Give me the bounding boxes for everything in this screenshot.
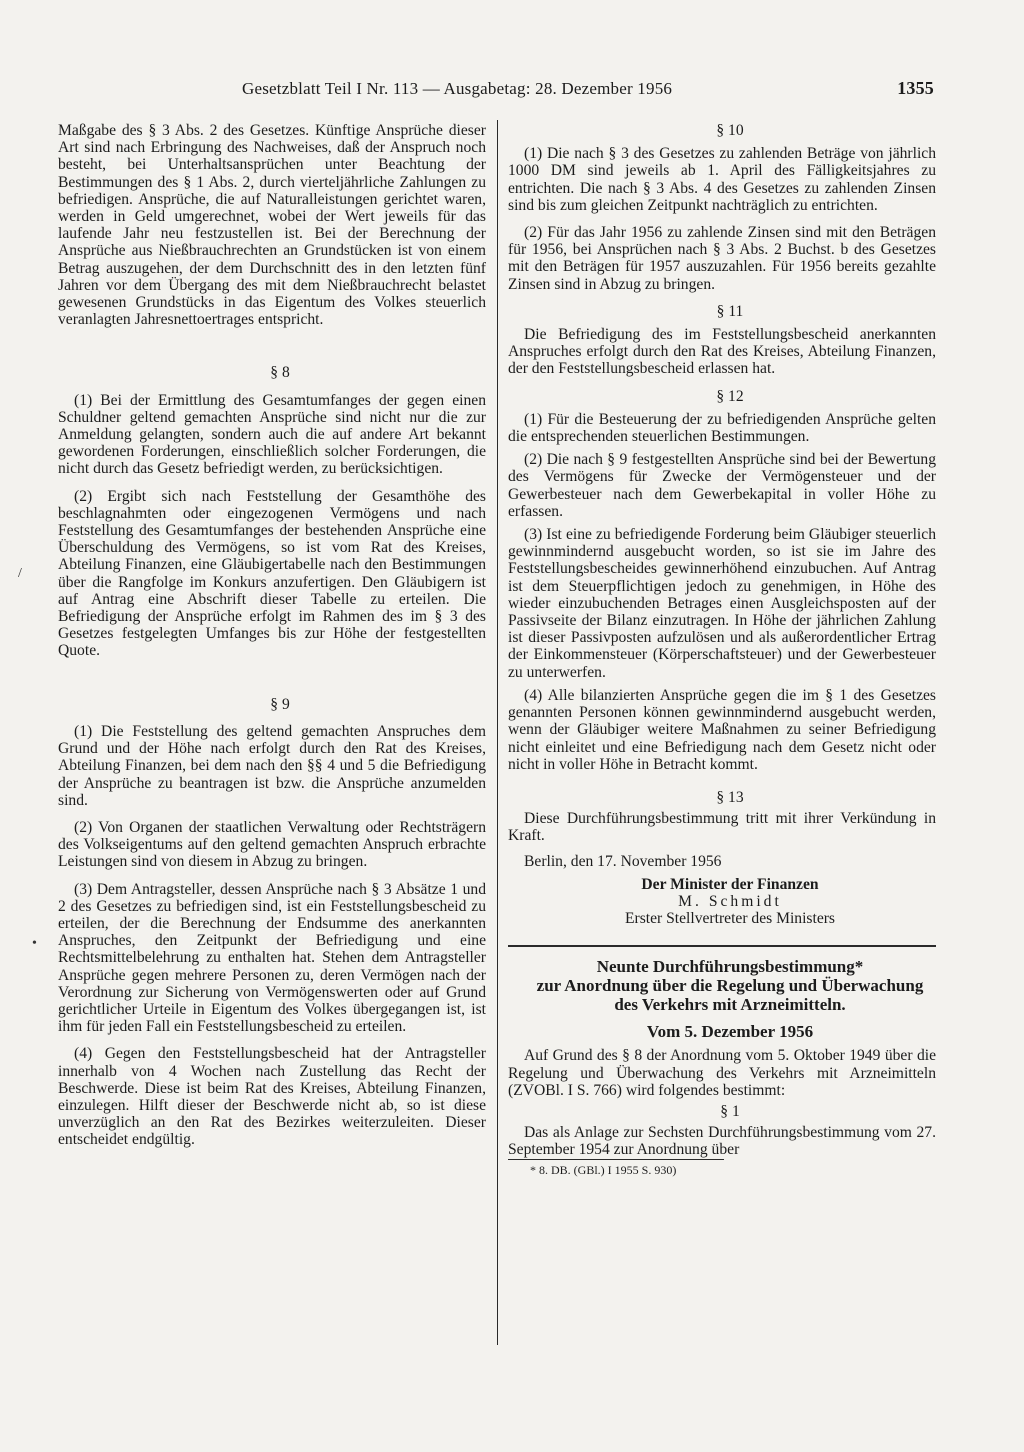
section-12-paragraph-2: (2) Die nach § 9 festgestellten Ansprüche sind bei der Bewertung des Vermögens für Zwecke der Vermögensteuer und der Gewerbesteuer nach dem Gewerbekapital in voller Höhe zu erfassen. [508,451,936,520]
signature-title: Der Minister der Finanzen [641,875,819,893]
paragraph-continuation: Maßgabe des § 3 Abs. 2 des Gesetzes. Künftige Ansprüche dieser Art sind nach Erbringung des Nachweises, daß der Anspruch noch besteht, bei Unterhaltsansprüchen unter Beachtung der Bestimmungen des § 1 Abs. 2, durch vierteljährliche Zahlungen zu befriedigen. Ansprüche, die auf Naturalleistungen gerichtet waren, werden in Geld umgerechnet, wobei der Wert jeweils für das laufende Jahr neu festzustellen ist. Bei der Berechnung der Ansprüche aus Nießbrauchrechten an Grundstücken ist von einem Betrag auszugehen, der dem Durchschnitt des in den letzten fünf Jahren vor dem Übergang des mit dem Nießbrauchrecht belastet gewesenen Grundstücks in das Eigentum des Volkes steuerlich veranlagten Jahresnettoertrages entspricht. [58,122,486,329]
horizontal-rule [508,945,936,947]
section-heading-12: § 12 [716,387,744,405]
section-9-paragraph-4: (4) Gegen den Feststellungsbescheid hat der Antragsteller innerhalb von 4 Wochen nach Zustellung das Recht der Beschwerde. Diese ist beim Rat des Kreises, Abteilung Finanzen, einzulegen. Hilft dieser der Beschwerde nicht ab, so ist diese unverzüglich an den Rat des Bezirkes weiterzuleiten. Dieser entscheidet endgültig. [58,1045,486,1149]
section-12-paragraph-1: (1) Für die Besteuerung der zu befriedigenden Ansprüche gelten die entsprechenden steuerlichen Bestimmungen. [508,410,936,446]
running-head: Gesetzblatt Teil I Nr. 113 — Ausgabetag: 28. Dezember 1956 [242,79,673,98]
section-heading-10: § 10 [716,122,744,139]
section-10-paragraph-1: (1) Die nach § 3 des Gesetzes zu zahlenden Beträge von jährlich 1000 DM sind jeweils ab 1. April des Fälligkeitsjahres zu entrichten. Die nach § 3 Abs. 4 des Gesetzes zu zahlenden Zinsen sind bis zum gleichen Zeitpunkt nachträglich zu entrichten. [508,145,936,214]
section-12-paragraph-4: (4) Alle bilanzierten Ansprüche gegen die im § 1 des Gesetzes genannten Personen können gewinnmindernd ausgebucht werden, wenn der Gläubiger weitere Maßnahmen zu seiner Befriedigung nicht einleitet und eine Befriedigung nach dem Gesetz nicht oder nicht in voller Höhe in Betracht kommt. [508,686,936,773]
section-1-paragraph-1: Das als Anlage zur Sechsten Durchführungsbestimmung vom 27. September 1954 zur Anordnung über [508,1124,936,1159]
headline-line-3: des Verkehrs mit Arzneimitteln. [614,995,846,1015]
headline-line-1: Neunte Durchführungsbestimmung* [596,957,864,977]
section-heading-1: § 1 [720,1102,740,1120]
place-date-line: Berlin, den 17. November 1956 [524,852,722,870]
intro-paragraph: Auf Grund des § 8 der Anordnung vom 5. Oktober 1949 über die Regelung und Überwachung des Verkehrs mit Arzneimitteln (ZVOBl. I S. 766) wird folgendes bestimmt: [508,1047,936,1099]
section-9-paragraph-2: (2) Von Organen der staatlichen Verwaltung oder Rechtsträgern des Volkseigentums auf den geltend gemachten Anspruch erbrachte Leistungen sind von diesem in Abzug zu bringen. [58,818,486,871]
column-divider [497,120,498,1345]
section-10-paragraph-2: (2) Für das Jahr 1956 zu zahlende Zinsen sind mit den Beträgen für 1956, bei Ansprüchen nach § 3 Abs. 2 Buchst. b des Gesetzes mit den Beträgen für 1957 auszuzahlen. Für 1956 bereits gezahlte Zinsen sind in Abzug zu bringen. [508,224,936,293]
section-8-paragraph-1: (1) Bei der Ermittlung des Gesamtumfanges der gegen einen Schuldner geltend gemachten Ansprüche sind nicht nur die zur Anmeldung gelangten, sondern auch die auf andere Art bekannt gewordenen Forderungen, einschließlich solcher Forderungen, die nicht durch das Gesetz befriedigt werden, zu berücksichtigen. [58,391,486,478]
section-9-paragraph-1: (1) Die Feststellung des geltend gemachten Anspruches dem Grund und der Höhe nach erfolgt durch den Rat des Kreises, Abteilung Finanzen, bei dem nach den §§ 4 und 5 die Befriedigung der Ansprüche zu beantragen ist bzw. die Ansprüche anzumelden sind. [58,722,486,809]
section-heading-8: § 8 [270,364,290,382]
section-9-paragraph-3: (3) Dem Antragsteller, dessen Ansprüche nach § 3 Absätze 1 und 2 des Gesetzes zu befriedigen sind, ist ein Feststellungsbescheid zu erteilen, der die Berechnung der Endsumme des anerkannten Anspruches, den Zeitpunkt der Befriedigung und eine Rechtsmittelbelehrung zu enthalten hat. Stehen dem Antragsteller Ansprüche gegen mehrere Personen zu, deren Vermögen nach der Verordnung zur Sicherung von Vermögenswerten oder auf Grund gerichtlicher Urteile in Eigentum des Volkes übergegangen ist, ist ihm für jeden Fall ein Feststellungsbescheid zu erteilen. [58,880,486,1036]
page-header [58,78,934,99]
page-number: 1355 [897,78,934,98]
section-13-paragraph-1: Diese Durchführungsbestimmung tritt mit ihrer Verkündung in Kraft. [508,810,936,845]
section-heading-11: § 11 [716,302,744,320]
footnote: * 8. DB. (GBl.) I 1955 S. 930) [508,1159,724,1177]
section-heading-13: § 13 [716,788,744,806]
signature-name: M. Schmidt [678,892,782,910]
section-12-paragraph-3: (3) Ist eine zu befriedigende Forderung beim Gläubiger steuerlich gewinnmindernd ausgebucht worden, so ist sie im Jahre des Feststellungsbescheides gewinnerhöhend einzubuchen. Auf Antrag ist dem Steuerpflichtigen jedoch zu genehmigen, in Höhe des wieder einzubuchenden Betrages einen Ausgleichsposten auf der Passivseite der Bilanz einzutragen. In Höhe der jährlichen Zahlung ist dieser Passivposten aufzulösen und als außerordentlicher Ertrag der Einkommensteuer (Körperschaftsteuer) und der Gewerbesteuer zu unterwerfen. [508,526,936,681]
left-column [58,122,486,1149]
margin-dot-mark: • [32,936,37,951]
section-11-paragraph-1: Die Befriedigung des im Feststellungsbescheid anerkannten Anspruches erfolgt durch den Rat des Kreises, Abteilung Finanzen, der den Feststellungsbescheid erlassen hat. [508,326,936,378]
section-heading-9: § 9 [270,695,290,713]
right-column [508,122,936,1177]
margin-tick-mark: / [18,566,22,581]
section-8-paragraph-2: (2) Ergibt sich nach Feststellung der Gesamthöhe des beschlagnahmten oder eingezogenen Vermögens und nach Feststellung des Gesamtumfanges der bestehenden Ansprüche eine Überschuldung des Vermögens, so ist vom Rat des Kreises, Abteilung Finanzen, eine Gläubigertabelle nach den Bestimmungen über die Rangfolge im Konkurs anzufertigen. Den Gläubigern ist auf Antrag eine Abschrift dieser Tabelle zu erteilen. Die Befriedigung der Ansprüche erfolgt im Rahmen des im § 3 des Gesetzes festgelegten Umfanges bis zur Höhe der festgestellten Quote. [58,487,486,660]
signature-role: Erster Stellvertreter des Ministers [624,910,836,928]
headline-line-2: zur Anordnung über die Regelung und Überwachung [536,976,924,996]
headline-date: Vom 5. Dezember 1956 [646,1022,814,1042]
